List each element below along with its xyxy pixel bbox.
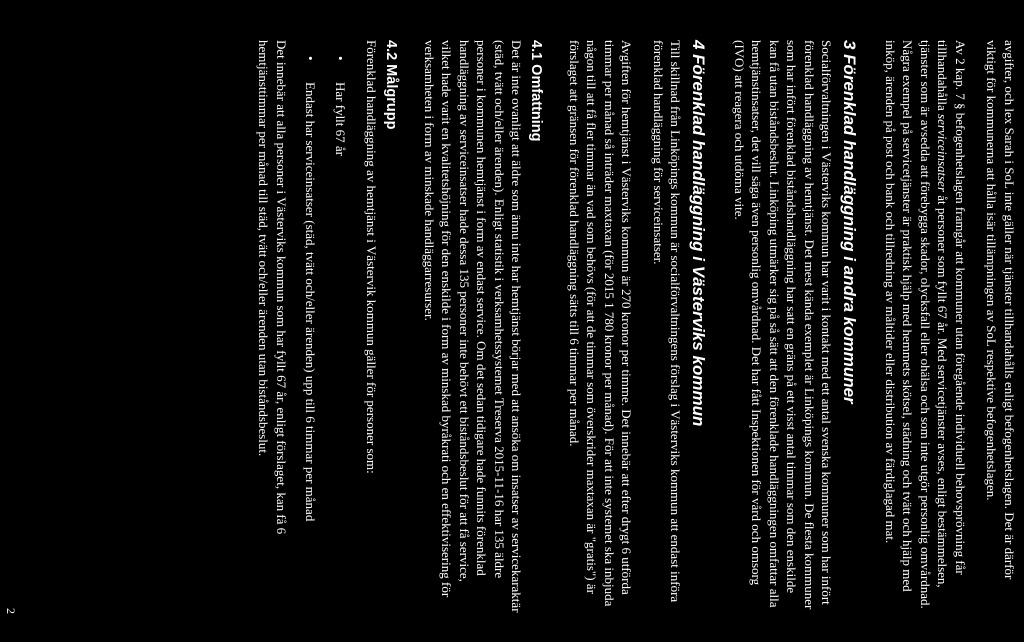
section-3-paragraph: Socialförvaltningen i Västerviks kommun har varit i kontakt med ett antal svenska kommuner som har infört förenklad handläggning av hemtjänst. Det mest kända exemplet är Linköpings kommun. De flesta kommuner som har infört förenklad biståndshandläggning har satt en gräns på ett visst antal timmar som den enskilde kan få utan biståndsbeslut. Linköping utmärker sig på så sätt att den förenklade handläggningen omfattar alla hemtjänstinsatser, det vill säga även personlig omvårdnad. Det har fått Inspektionen för vård och omsorg (IVO) att reagera och utdöma vite. xyxy=(732,40,835,610)
list-item: • Endast har serviceinsatser (städ, tvätt och/eller ärenden) upp till 6 timmar per månad xyxy=(302,82,320,614)
serviceinsatser-emphasis: serviceinsatser xyxy=(935,114,951,192)
page-number: 2 xyxy=(4,608,19,614)
befogenhet-text-2: åt personer som fyllt 67 år. Med servicetjänster avses, enligt bestämmelsen, tjänster som är avsedda att förebygga skador, olycksfall eller ohälsa och som inte utgör personlig omvårdnad. Några exempel på servicetjänster är praktisk hjälp med hemmets skötsel, städning och tvätt och hjälp med inköp, ärenden på post och bank och tillredning av måltider eller distribution av färdiglagad mat. xyxy=(883,40,951,609)
section-4-heading: 4 Förenklad handläggning i Västerviks kommun xyxy=(689,40,709,427)
section-4-2-intro: Förenklad handläggning av hemtjänst i Västervik kommun gäller för personer som: xyxy=(364,40,380,474)
section-4-1-heading: 4.1 Omfattning xyxy=(528,40,545,142)
befogenhet-text-1: Av 2 kap. 7 § befogenhetslagen framgår att kommuner utan föregående individuell behovsprövning får tillhandahålla xyxy=(935,40,968,575)
list-item: • Har fyllt 67 år xyxy=(332,82,350,614)
befogenhet-paragraph xyxy=(882,40,970,614)
intro-paragraph: avgifter, och lex Sarah i SoL inte gäller när tjänster tillhandahålls enligt befogenhetslagen. Det är därför viktigt för kommunerna att hålla isär tillämpningen av SoL respektive befogenhetslagen. xyxy=(984,40,1017,580)
target-group-list xyxy=(302,40,349,614)
section-4-2-heading: 4.2 Målgrupp xyxy=(383,40,400,130)
section-3-heading: 3 Förenklad handläggning i andra kommuner xyxy=(840,40,860,404)
section-4-paragraph-2: Avgiften för hemtjänst i Västerviks kommun är 270 kronor per timme. Det innebär att efter drygt 6 utförda timmar per månad så inträder maxtaxan (för 2015 1 780 kronor per månad). För att inte systemet ska inbjuda någon till att få fler timmar än vad som behövs (för att de timmar som överskrider maxtaxan är "gratis") är förslaget att gränsen för förenklad handläggning sätts till 6 timmar per månad. xyxy=(567,40,635,607)
section-4-1-paragraph: Det är inte ovanligt att äldre som ännu inte har hemtjänst börjar med att ansöka om insatser av servicekaraktär (städ, tvätt och/eller ärenden). Enligt statistik i verksamhetssystemet Treserva 2015-11-16 har 135 äldre personer i kommunen hemtjänst i form av endast service. Om det sedan tidigare hade funnits förenklad handläggning av serviceinsatser hade dessa 135 personer inte behövt ett biståndsbeslut för att få service, vilket hade varit en kvalitetshöjning för den enskilde i form av minskad byråkrati och en effektivisering för verksamheten i form av minskade handläggarresurser. xyxy=(422,40,525,613)
section-4-2-closing: Det innebär att alla personer i Västerviks kommun som har fyllt 67 år, enligt förslaget, kan få 6 hemtjänsttimmar per månad till städ, tvätt och/eller ärenden utan biståndsbeslut. xyxy=(256,40,289,535)
section-4-paragraph-1: Till skillnad från Linköpings kommun är socialförvaltningens förslag i Västerviks kommun att endast införa förenklad handläggning för serviceinsatser. xyxy=(651,40,684,603)
